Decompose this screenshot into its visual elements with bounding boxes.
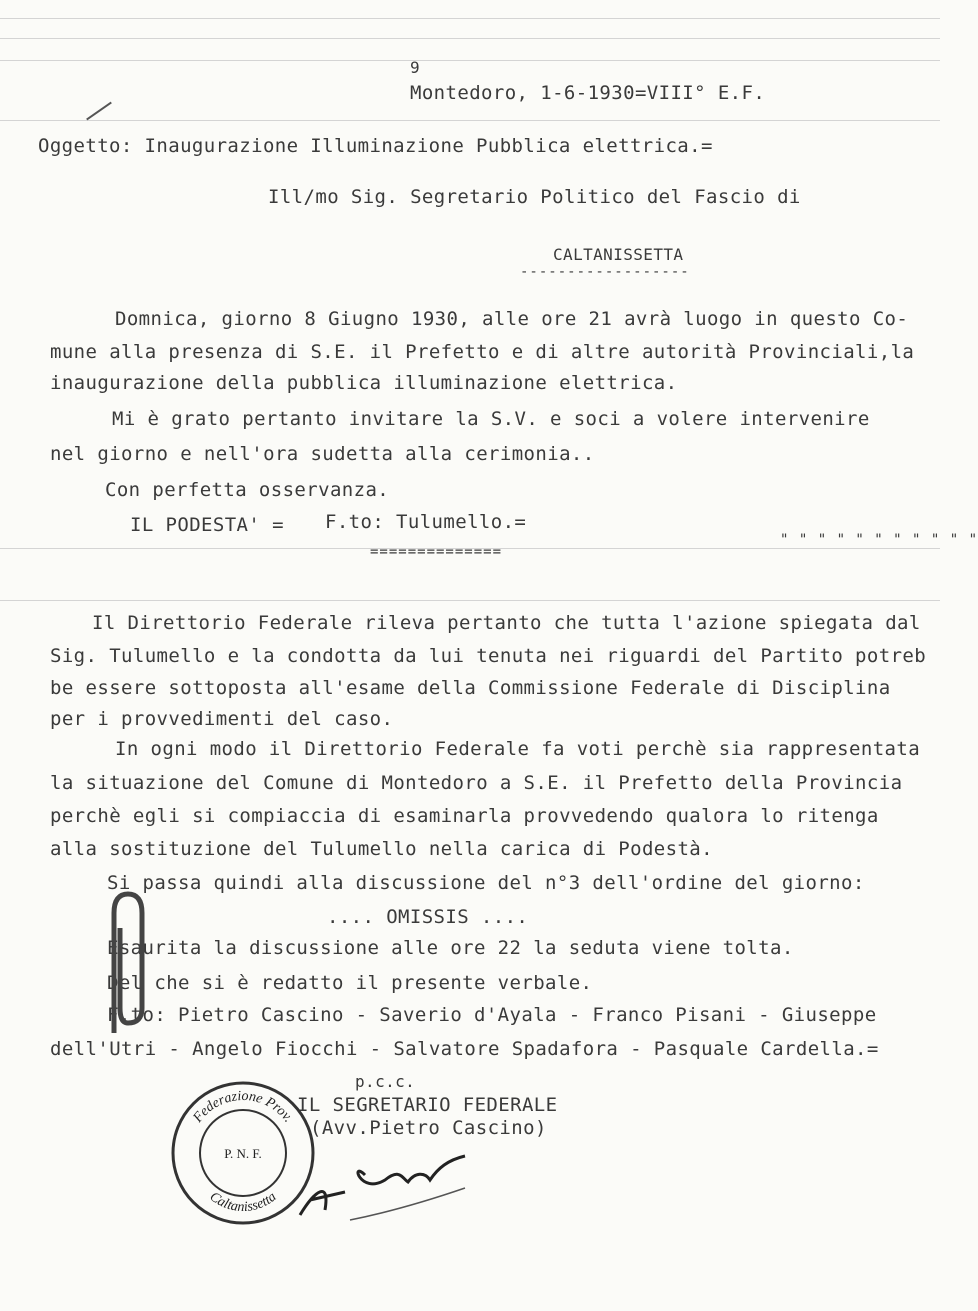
letter-body-line: mune alla presenza di S.E. il Prefetto e di altre autorità Provinciali,la: [50, 341, 915, 363]
stamp-bottom-text: Caltanissetta: [206, 1189, 280, 1216]
stamp-top-text: Federazione Prov.: [190, 1088, 296, 1126]
ruled-line: [0, 60, 940, 61]
closing-pcc: p.c.c.: [355, 1072, 416, 1091]
quote-marks: " " " " " " " " " " ": [780, 532, 978, 548]
letter-subject: Oggetto: Inaugurazione Illuminazione Pubblica elettrica.=: [38, 135, 713, 157]
letter-body-line: Domnica, giorno 8 Giugno 1930, alle ore 21 avrà luogo in questo Co-: [115, 308, 909, 330]
minutes-line: Del che si è redatto il presente verbale.: [107, 972, 593, 994]
minutes-line: In ogni modo il Direttorio Federale fa voti perchè sia rappresentata: [115, 738, 921, 760]
ruled-line: [0, 38, 940, 39]
handwritten-signature: [290, 1120, 490, 1234]
minutes-line: la situazione del Comune di Montedoro a S.E. il Prefetto della Provincia: [50, 772, 903, 794]
minutes-line: per i provvedimenti del caso.: [50, 708, 394, 730]
paperclip-icon: [96, 888, 156, 1042]
minutes-line: be essere sottoposta all'esame della Commissione Federale di Disciplina: [50, 677, 891, 699]
minutes-line: perchè egli si compiaccia di esaminarla provvedendo qualora lo ritenga: [50, 805, 879, 827]
letter-body-line: inaugurazione della pubblica illuminazione elettrica.: [50, 372, 678, 394]
pen-mark: [86, 102, 112, 121]
ruled-line: [0, 600, 940, 601]
stamp-center-text: P. N. F.: [224, 1146, 262, 1161]
letter-body-line: Mi è grato pertanto invitare la S.V. e soci a volere intervenire: [112, 408, 870, 430]
omissis-line: .... OMISSIS ....: [327, 906, 529, 928]
letter-city: CALTANISSETTA: [553, 245, 684, 264]
ruled-line: [0, 120, 940, 121]
separator-line: ==============: [370, 544, 503, 560]
minutes-signatories-line: dell'Utri - Angelo Fiocchi - Salvatore Spadafora - Pasquale Cardella.=: [50, 1038, 879, 1060]
place-date: Montedoro, 1-6-1930=VIII° E.F.: [410, 82, 766, 104]
ruled-line: [0, 18, 940, 19]
closing-title: IL SEGRETARIO FEDERALE: [297, 1094, 558, 1116]
svg-text:Caltanissetta: [207, 1189, 280, 1215]
minutes-line: Il Direttorio Federale rileva pertanto che tutta l'azione spiegata dal: [92, 612, 921, 634]
letter-signature-name: F.to: Tulumello.=: [325, 511, 527, 533]
letter-signature-title: IL PODESTA' =: [130, 514, 284, 536]
letter-body-line: nel giorno e nell'ora sudetta alla cerimonia..: [50, 443, 595, 465]
page-number: 9: [410, 58, 421, 77]
minutes-line: Si passa quindi alla discussione del n°3 dell'ordine del giorno:: [107, 872, 865, 894]
letter-body-line: Con perfetta osservanza.: [105, 479, 390, 501]
city-underline: ------------------: [520, 264, 690, 280]
minutes-line: Esaurita la discussione alle ore 22 la seduta viene tolta.: [107, 937, 794, 959]
letter-addressee: Ill/mo Sig. Segretario Politico del Fascio di: [268, 186, 801, 208]
minutes-line: alla sostituzione del Tulumello nella carica di Podestà.: [50, 838, 713, 860]
minutes-line: Sig. Tulumello e la condotta da lui tenuta nei riguardi del Partito potreb: [50, 645, 927, 667]
minutes-signatories-line: F.to: Pietro Cascino - Saverio d'Ayala - Franco Pisani - Giuseppe: [107, 1004, 877, 1026]
closing-name: (Avv.Pietro Cascino): [310, 1117, 547, 1139]
